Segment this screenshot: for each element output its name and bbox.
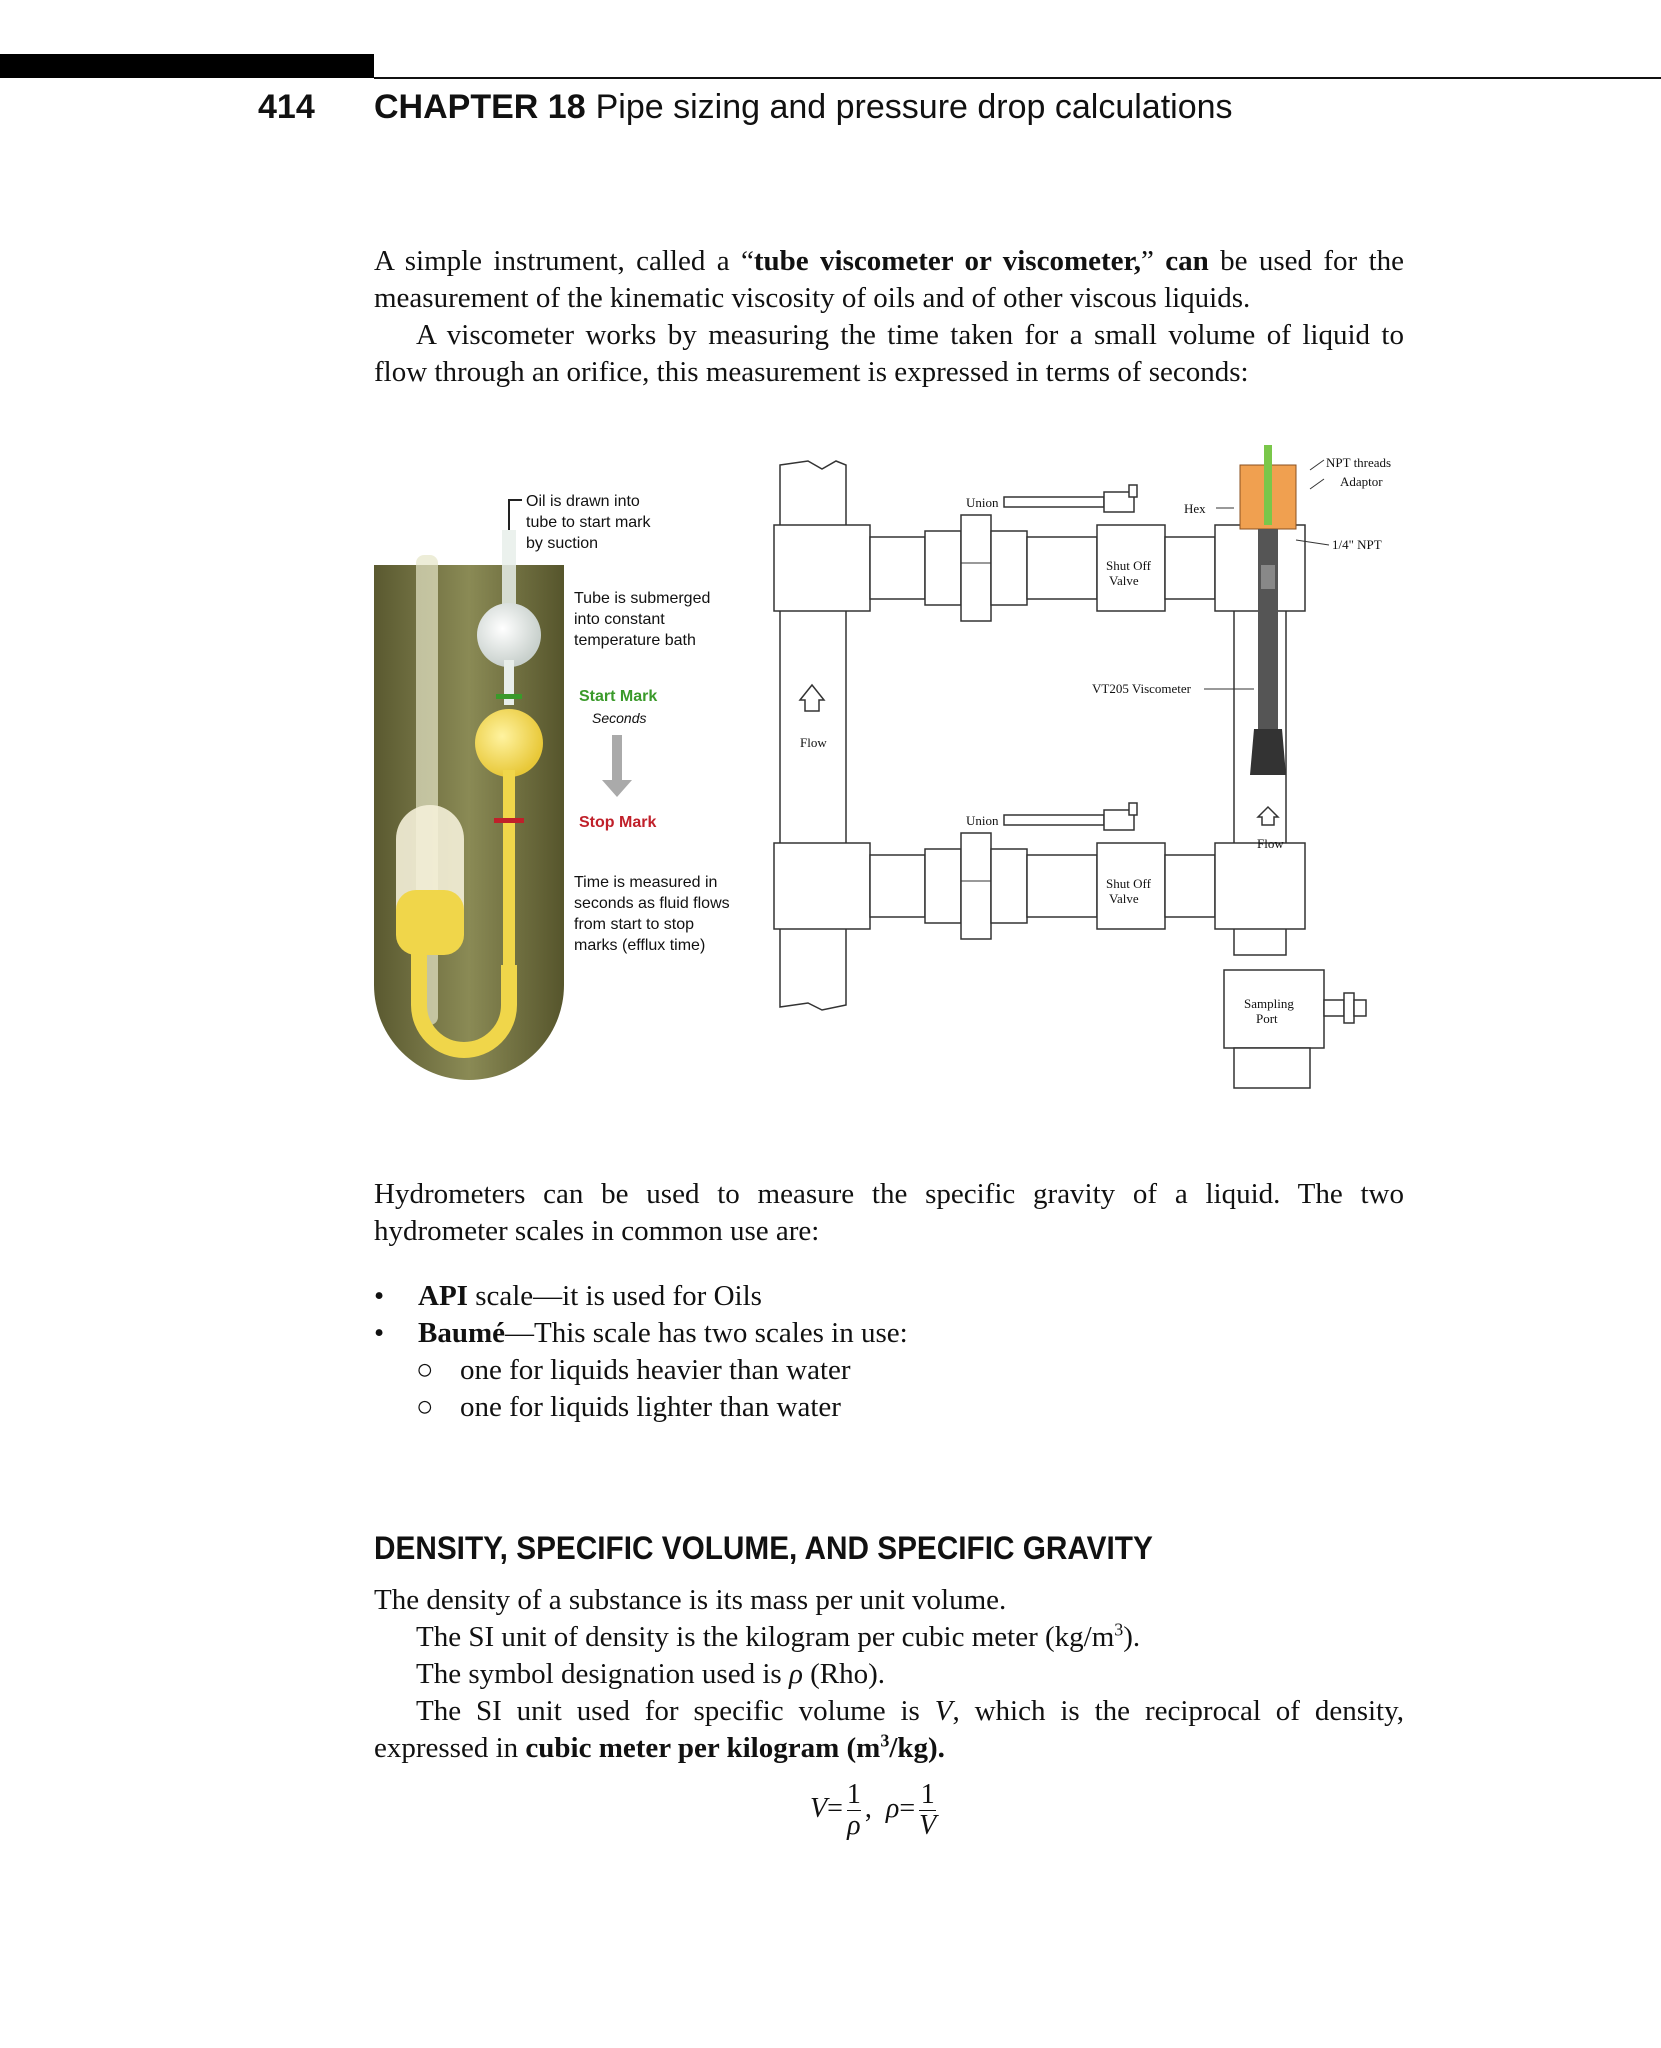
density-text: (Rho). [802, 1658, 886, 1690]
sub-list-item-text: one for liquids heavier than water [460, 1354, 851, 1386]
label-time-4: marks (efflux time) [574, 937, 706, 954]
label-time-1: Time is measured in [574, 874, 718, 891]
label-union-bottom: Union [966, 813, 999, 828]
sub-bullet-marker: ○ [416, 1391, 434, 1423]
intro-text: ” [1140, 245, 1166, 277]
list-item-text: scale—it is used for Oils [467, 1280, 762, 1312]
running-header [374, 88, 1233, 127]
label-oil-3: by suction [526, 535, 599, 552]
bullet-marker: • [374, 1317, 385, 1349]
density-section [374, 1582, 1404, 1767]
sub-bullet-marker: ○ [416, 1354, 434, 1386]
eq-denominator: V [919, 1810, 937, 1841]
list-item [374, 1315, 1404, 1352]
eq-fraction-1 [847, 1780, 861, 1841]
label-flow-right: Flow [1257, 836, 1284, 851]
hydrometer-section [374, 1176, 1404, 1250]
label-adaptor: Adaptor [1340, 474, 1383, 489]
intro-text: be used for the measurement of the kinematic viscosity of oils and of other viscous liquids. [374, 245, 1405, 314]
eq-rho: ρ [885, 1792, 900, 1824]
section-heading: DENSITY, SPECIFIC VOLUME, AND SPECIFIC GRAVITY [374, 1530, 1153, 1566]
density-paragraph-2 [374, 1619, 1404, 1656]
sub-list-item [374, 1352, 1404, 1389]
eq-numerator: 1 [846, 1779, 861, 1810]
density-text: , which is the reciprocal of density, expressed in [374, 1695, 1404, 1764]
label-submerged-2: into constant [574, 611, 665, 628]
label-sampling-2: Port [1256, 1011, 1278, 1026]
density-bold-unit: cubic meter per kilogram (m [525, 1732, 881, 1764]
probe-stem [1264, 445, 1272, 525]
label-valve-top-1: Shut Off [1106, 558, 1151, 573]
intro-bold-can: can [1165, 245, 1209, 277]
sub-list-item-text: one for liquids lighter than water [460, 1391, 841, 1423]
list-item [374, 1278, 1404, 1315]
eq-v: V [810, 1792, 828, 1824]
hydrometer-list [374, 1278, 1404, 1426]
label-valve-bottom-1: Shut Off [1106, 876, 1151, 891]
label-quarter-npt: 1/4" NPT [1332, 537, 1382, 552]
chapter-title: Pipe sizing and pressure drop calculations [595, 88, 1233, 126]
density-paragraph-1: The density of a substance is its mass per unit volume. [374, 1584, 1007, 1616]
label-valve-top-2: Valve [1109, 573, 1139, 588]
probe-body [1258, 529, 1278, 729]
v-symbol: V [934, 1695, 953, 1727]
list-item-bold: API [418, 1280, 468, 1312]
bullet-marker: • [374, 1280, 385, 1312]
density-bold-unit: /kg). [889, 1732, 945, 1764]
label-start-mark: Start Mark [579, 688, 658, 705]
label-valve-bottom-2: Valve [1109, 891, 1139, 906]
reciprocal-equation [810, 1780, 940, 1841]
label-seconds: Seconds [592, 710, 647, 726]
list-item-text: —This scale has two scales in use: [505, 1317, 908, 1349]
sub-list-item [374, 1389, 1404, 1426]
label-vt205-viscometer: VT205 Viscometer [1092, 681, 1191, 696]
density-text: The SI unit used for specific volume is [416, 1695, 935, 1727]
eq-denominator: ρ [847, 1810, 861, 1841]
label-submerged-1: Tube is submerged [574, 590, 711, 607]
superscript: 3 [1114, 1619, 1124, 1640]
lower-bulb [475, 709, 543, 777]
union-top [961, 515, 991, 621]
label-sampling-1: Sampling [1244, 996, 1294, 1011]
density-paragraph-4 [374, 1693, 1404, 1767]
viscometer-figure [374, 445, 1414, 1095]
start-mark-line [496, 694, 522, 699]
eq-numerator: 1 [920, 1779, 935, 1810]
stop-mark-line [494, 818, 524, 823]
header-rule [374, 77, 1661, 79]
viscometer-piping-schematic [764, 445, 1414, 1095]
hydrometer-paragraph: Hydrometers can be used to measure the specific gravity of a liquid. The two hydrometer scales in common use are: [374, 1178, 1404, 1247]
density-text: The symbol designation used is [416, 1658, 789, 1690]
eq-separator: , [864, 1792, 872, 1824]
header-black-bar [0, 54, 374, 78]
density-text: ). [1123, 1621, 1141, 1653]
label-oil-2: tube to start mark [526, 514, 651, 531]
union-bottom [961, 833, 991, 939]
eq-fraction-2 [919, 1780, 936, 1841]
intro-paragraph-1 [374, 243, 1404, 317]
label-union-top: Union [966, 495, 999, 510]
top-tee [774, 525, 870, 611]
label-submerged-3: temperature bath [574, 632, 696, 649]
eq-equals: = [827, 1792, 843, 1824]
superscript: 3 [880, 1730, 890, 1751]
label-stop-mark: Stop Mark [579, 814, 657, 831]
tube-viscometer-illustration [374, 445, 754, 1095]
rho-symbol: ρ [788, 1658, 803, 1690]
label-oil-1: Oil is drawn into [526, 493, 640, 510]
density-paragraph-3 [374, 1656, 1404, 1693]
down-arrow-icon [602, 735, 632, 797]
intro-text: A simple instrument, called a “ [374, 245, 754, 277]
intro-paragraphs [374, 243, 1404, 391]
chapter-label: CHAPTER 18 [374, 88, 586, 126]
label-flow-left: Flow [800, 735, 827, 750]
density-text: The SI unit of density is the kilogram per cubic meter (kg/m [416, 1621, 1115, 1653]
intro-paragraph-2: A viscometer works by measuring the time taken for a small volume of liquid to flow through an orifice, this measurement is expressed in terms of seconds: [374, 319, 1404, 388]
label-time-3: from start to stop [574, 916, 695, 933]
bottom-tee [774, 843, 870, 929]
upper-bulb [477, 603, 541, 667]
label-npt-threads: NPT threads [1326, 455, 1392, 470]
label-hex: Hex [1184, 501, 1206, 516]
label-time-2: seconds as fluid flows [574, 895, 730, 912]
eq-equals: = [899, 1792, 916, 1824]
intro-bold-term: tube viscometer or viscometer, [753, 245, 1141, 277]
list-item-bold: Baumé [418, 1317, 505, 1349]
page-number: 414 [258, 88, 315, 126]
